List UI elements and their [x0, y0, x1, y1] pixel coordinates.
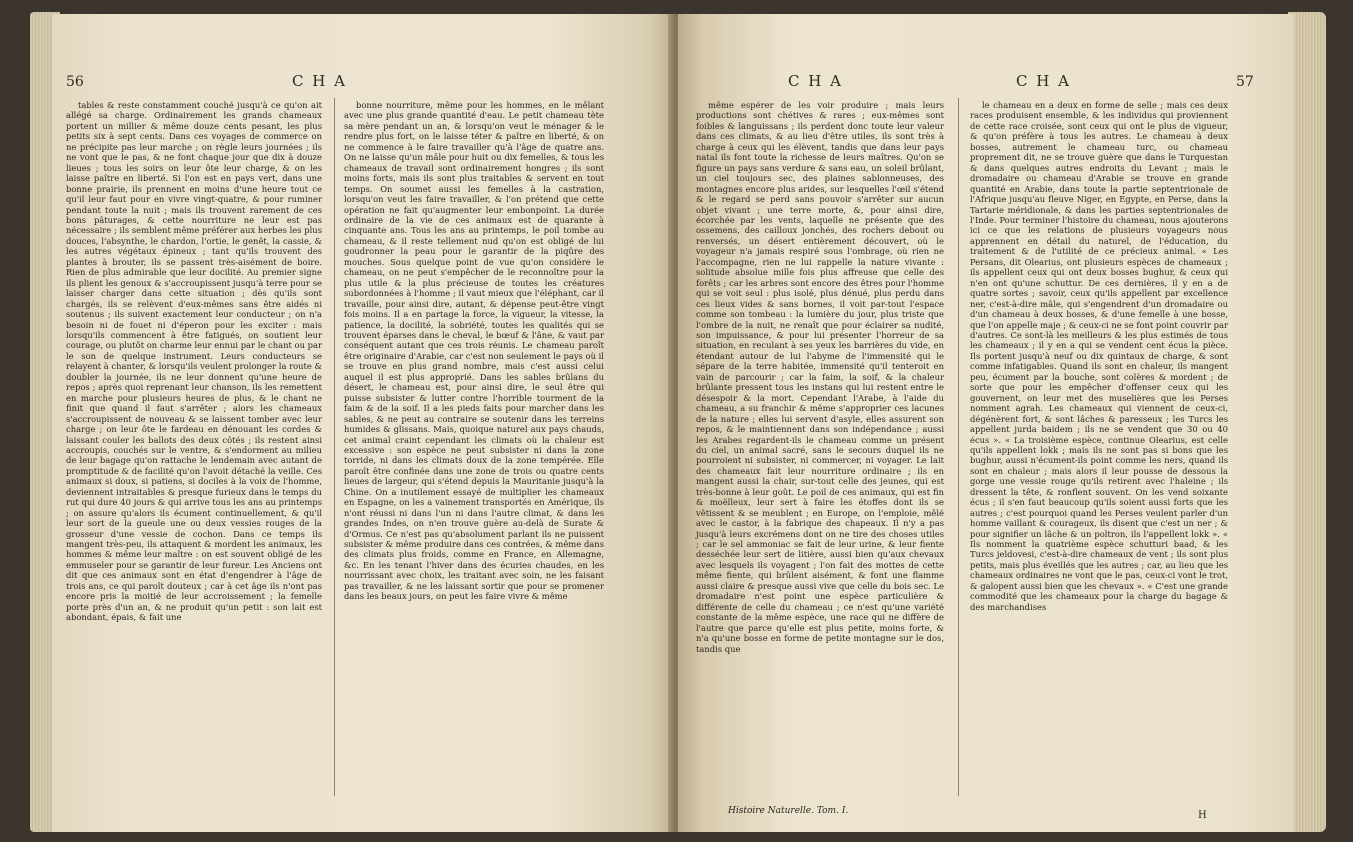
- book-title-footer: Histoire Naturelle. Tom. I.: [728, 806, 849, 816]
- left-column-1-text: tables & reste constamment couché jusqu'à ce qu'on ait allégé sa charge. Ordinairement les grands chameaux portent un millier & même douze cents pesant, les plus petits six à sept cents. Dans ces voyages de commerce on ne précipite pas leur marche ; on règle leurs journées ; ils ne vont que le pas, & ne font chaque jour que dix à douze lieues ; tous les soirs on leur ôte leur charge, & on les laisse paître en liberté. Si l'on est en pays vert, dans une bonne prairie, ils prennent en moins d'une heure tout ce qu'il leur faut pour en vivre vingt-quatre, & pour ruminer pendant toute la nuit ; mais ils trouvent rarement de ces bons pâturages, & cette nourriture ne leur est pas nécessaire ; ils semblent même préférer aux herbes les plus douces, l'absynthe, le chardon, l'ortie, le genêt, la cassie, & les autres végétaux épineux ; tant qu'ils trouvent des plantes à brouter, ils se passent très-aisément de boire. Rien de plus admirable que leur docilité. Au premier signe ils plient les genoux & s'accroupissent jusqu'à terre pour se laisser charger dans cette situation ; dès qu'ils sont chargés, ils se relèvent d'eux-mêmes sans être aidés ni soutenus ; ils suivent exactement leur conducteur ; on n'a besoin ni de fouet ni d'éperon pour les exciter : mais lorsqu'ils commencent à être fatigués, on soutient leur courage, ou plutôt on charme leur ennui par le chant ou par le son de quelque instrument. Leurs conducteurs se relayent à chanter, & lorsqu'ils veulent prolonger la route & doubler la journée, ils ne leur donnent qu'une heure de repos ; après quoi reprenant leur chanson, ils les remettent en marche pour plusieurs heures de plus, & le chant ne finit que quand il faut s'arrêter ; alors les chameaux s'accroupissent de nouveau & se laissent tomber avec leur charge ; on leur ôte le fardeau en dénouant les cordes & laissant couler les ballots des deux côtés ; ils restent ainsi accroupis, couchés sur le ventre, & s'endorment au milieu de leur bagage qu'on rattache le lendemain avec autant de promptitude & de facilité qu'on l'avoit détaché la veille. Ces animaux si doux, si patiens, si dociles à la voix de l'homme, deviennent intraitables & presque furieux dans le temps du rut qui dure 40 jours & qui arrive tous les ans au printemps ; on assure qu'alors ils écument continuellement, & qu'il leur sort de la gueule une ou deux vessies rouges de la grosseur d'une vessie de cochon. Dans ce temps ils mangent très-peu, ils attaquent & mordent les animaux, les hommes & même leur maître : on est souvent obligé de les emmuseler pour se garantir de leur fureur. Les Anciens ont dit que ces animaux sont en état d'engendrer à l'âge de trois ans, ce qui paroît douteux ; car à cet âge ils n'ont pas encore pris la moitié de leur accroissement ; la femelle porte près d'un an, & ne produit qu'un petit : son lait est abondant, épais, & fait une: [66, 100, 322, 623]
- left-running-head: C H A: [292, 72, 347, 90]
- right-column-2: [970, 100, 1228, 612]
- right-column-1-text: même espérer de les voir produire ; mais leurs productions sont chétives & rares ; eux-mêmes sont foibles & languissans ; ils perdent donc toute leur valeur dans ces climats, & au lieu d'être utiles, ils sont très à charge à ceux qui les élèvent, tandis que dans leur pays natal ils font toute la richesse de leurs maîtres. Qu'on se figure un pays sans verdure & sans eau, un soleil brûlant, un ciel toujours sec, des plaines sablonneuses, des montagnes encore plus arides, sur lesquelles l'œil s'étend & le regard se perd sans pouvoir s'arrêter sur aucun objet vivant ; une terre morte, &, pour ainsi dire, écorchée par les vents, laquelle ne présente que des ossemens, des cailloux jonchés, des rochers debout ou renversés, un désert entièrement découvert, où le voyageur n'a jamais respiré sous l'ombrage, où rien ne l'accompagne, rien ne lui rappelle la nature vivante : solitude absolue mille fois plus affreuse que celle des forêts ; car les arbres sont encore des êtres pour l'homme qui se voit seul : plus isolé, plus dénué, plus perdu dans ces lieux vides & sans bornes, il voit par-tout l'espace comme son tombeau : la lumière du jour, plus triste que l'ombre de la nuit, ne renaît que pour éclairer sa nudité, son impuissance, & pour lui présenter l'horreur de sa situation, en reculant à ses yeux les barrières du vide, en étendant autour de lui l'abyme de l'immensité qui le sépare de la terre habitée, immensité qu'il tenteroit en vain de parcourir ; car la faim, la soif, & la chaleur brûlante pressent tous les instans qui lui restent entre le désespoir & la mort. Cependant l'Arabe, à l'aide du chameau, a su franchir & même s'approprier ces lacunes de la nature ; elles lui servent d'asyle, elles assurent son repos, & le maintiennent dans son indépendance ; aussi les Arabes regardent-ils le chameau comme un présent du ciel, un animal sacré, sans le secours duquel ils ne pourroient ni subsister, ni commercer, ni voyager. Le lait des chameaux fait leur nourriture ordinaire ; ils en mangent aussi la chair, sur-tout celle des jeunes, qui est très-bonne à leur goût. Le poil de ces animaux, qui est fin & moëlleux, leur sert à faire les étoffes dont ils se vêtissent & se meublent ; en Europe, on l'emploie, mêlé avec le castor, à la fabrique des chapeaux. Il n'y a pas jusqu'à leurs excrémens dont on ne tire des choses utiles ; car le sel ammoniac se fait de leur urine, & leur fiente desséchée leur sert de litière, aussi bien qu'aux chevaux avec lesquels ils voyagent ; l'on fait des mottes de cette même fiente, qui brûlent aisément, & font une flamme aussi claire & presque aussi vive que celle du bois sec. Le dromadaire n'est point une espèce particulière & différente de celle du chameau ; ce n'est qu'une variété constante de la même espèce, une race qui ne diffère de l'autre que parce qu'elle est plus petite, moins forte, & n'a qu'une bosse en forme de petite montagne sur le dos, tandis que: [696, 100, 944, 654]
- left-column-1: [66, 100, 322, 623]
- signature-mark: H: [1198, 810, 1207, 821]
- left-page: [52, 14, 676, 832]
- right-page-number: 57: [1236, 74, 1254, 90]
- column-rule-right: [958, 98, 959, 796]
- right-running-head-left: C H A: [788, 72, 843, 90]
- right-page: [678, 14, 1294, 832]
- right-column-2-text: le chameau en a deux en forme de selle ; mais ces deux races produisent ensemble, & les individus qui proviennent de cette race croisée, sont ceux qui ont le plus de vigueur, & qu'on préfère à tous les autres. Le chameau à deux bosses, autrement le chameau turc, ou chameau proprement dit, ne se trouve guère que dans le Turquestan & dans quelques autres endroits du Levant ; mais le dromadaire ou chameau d'Arabie se trouve en grande quantité en Arabie, dans toute la partie septentrionale de l'Afrique jusqu'au fleuve Niger, en Egypte, en Perse, dans la Tartarie méridionale, & dans les parties septentrionales de l'Inde. Pour terminer l'histoire du chameau, nous ajouterons ici ce que les relations de plusieurs voyageurs nous apprennent en détail du naturel, de l'éducation, du traitement & de l'utilité de ce précieux animal. « Les Persans, dit Olearius, ont plusieurs espèces de chameaux ; ils appellent ceux qui ont deux bosses bughur, & ceux qui n'en ont qu'une schuttur. De ces dernières, il y en a de quatre sortes ; savoir, ceux qu'ils appellent par excellence ner, c'est-à-dire mâle, qui s'engendrent d'un dromadaire ou d'un chameau à deux bosses, & d'une femelle à une bosse, que l'on appelle maje ; & ceux-ci ne se font point couvrir par d'autres. Ce sont-là les meilleurs & les plus estimés de tous les chameaux ; il y en a qui se vendent cent écus la pièce. Ils portent jusqu'à neuf ou dix quintaux de charge, & sont comme infatigables. Quand ils sont en chaleur, ils mangent peu, écument par la bouche, sont colères & mordent ; de sorte que pour les empêcher d'offenser ceux qui les gouvernent, on leur met des muselières que les Perses nomment agrah. Les chameaux qui viennent de ceux-ci, dégénèrent fort, & sont lâches & paresseux ; les Turcs les appellent jurda baidem ; ils ne se vendent que 30 ou 40 écus ». « La troisième espèce, continue Olearius, est celle qu'ils appellent lokk ; mais ils ne sont pas si bons que les bughur, aussi n'écument-ils point comme les ners, quand ils sont en chaleur ; mais alors il leur pousse de dessous la gorge une vessie rouge qu'ils retirent avec l'haleine ; ils dressent la tête, & ronflent souvent. On les vend soixante écus ; il s'en faut beaucoup qu'ils soient aussi forts que les autres ; c'est pourquoi quand les Perses veulent parler d'un homme vaillant & courageux, ils disent que c'est un ner ; & pour signifier un lâche & un poltron, ils l'appellent lokk ». « Ils nomment la quatrième espèce schutturi baad, & les Turcs jeldovesi, c'est-à-dire chameaux de vent ; ils sont plus petits, mais plus éveillés que les autres ; car, au lieu que les chameaux ordinaires ne vont que le pas, ceux-ci vont le trot, & galopent aussi bien que les chevaux ». « C'est une grande commodité que les chameaux pour la charge du bagage & des marchandises: [970, 100, 1228, 612]
- right-column-1: [696, 100, 944, 654]
- right-running-head-right: C H A: [1016, 72, 1071, 90]
- left-column-2: [344, 100, 604, 602]
- left-column-2-text: bonne nourriture, même pour les hommes, en le mêlant avec une plus grande quantité d'eau. Le petit chameau tète sa mère pendant un an, & lorsqu'on veut le ménager & le rendre plus fort, on le laisse téter & paître en liberté, & on ne commence à le faire travailler qu'à l'âge de quatre ans. On ne laisse qu'un mâle pour huit ou dix femelles, & tous les chameaux de travail sont ordinairement hongres ; ils sont moins forts, mais ils sont plus traitables & servent en tout temps. On soumet aussi les femelles à la castration, lorsqu'on veut les faire travailler, & l'on prétend que cette opération ne fait qu'augmenter leur embonpoint. La durée ordinaire de la vie de ces animaux est de quarante à cinquante ans. Tous les ans au printemps, le poil tombe au chameau, & il reste tellement nud qu'on est obligé de lui goudronner la peau pour le garantir de la piqûre des mouches. Sous quelque point de vue qu'on considère le chameau, on ne peut s'empêcher de le reconnoître pour la plus utile & la plus précieuse de toutes les créatures subordonnées à l'homme ; il vaut mieux que l'éléphant, car il travaille, pour ainsi dire, autant, & dépense peut-être vingt fois moins. Il a en partage la force, la vigueur, la vitesse, la patience, la docilité, la sobriété, toutes les qualités qui se trouvent éparses dans le cheval, le bœuf & l'âne, & vaut par conséquent autant que ces trois réunis. Le chameau paroît être originaire d'Arabie, car c'est non seulement le pays où il se trouve en plus grand nombre, mais c'est aussi celui auquel il est plus approprié. Dans les sables brûlans du désert, le chameau est, pour ainsi dire, le seul être qui puisse subsister & lutter contre l'horrible tourment de la faim & de la soif. Il a les pieds faits pour marcher dans les sables, & ne peut au contraire se soutenir dans les terreins humides & glissans. Mais, quoique naturel aux pays chauds, cet animal craint cependant les climats où la chaleur est excessive : son espèce ne peut subsister ni dans la zone torride, ni dans les climats doux de la zone tempérée. Elle paroît être confinée dans une zone de trois ou quatre cents lieues de largeur, qui s'étend depuis la Mauritanie jusqu'à la Chine. On a inutilement essayé de multiplier les chameaux en Espagne, on les a vainement transportés en Amérique, ils n'ont réussi ni dans l'un ni dans l'autre climat, & dans les grandes Indes, on n'en trouve guère au-delà de Surate & d'Ormus. Ce n'est pas qu'absolument parlant ils ne puissent subsister & même produire dans ces contrées, & même dans des climats plus froids, comme en France, en Allemagne, &c. En les tenant l'hiver dans des écuries chaudes, en les nourrissant avec choix, les traitant avec soin, ne les faisant pas travailler, & ne les laissant sortir que pour se promener dans les beaux jours, on peut les faire vivre & même: [344, 100, 604, 602]
- left-page-number: 56: [66, 74, 84, 90]
- column-rule: [334, 98, 335, 796]
